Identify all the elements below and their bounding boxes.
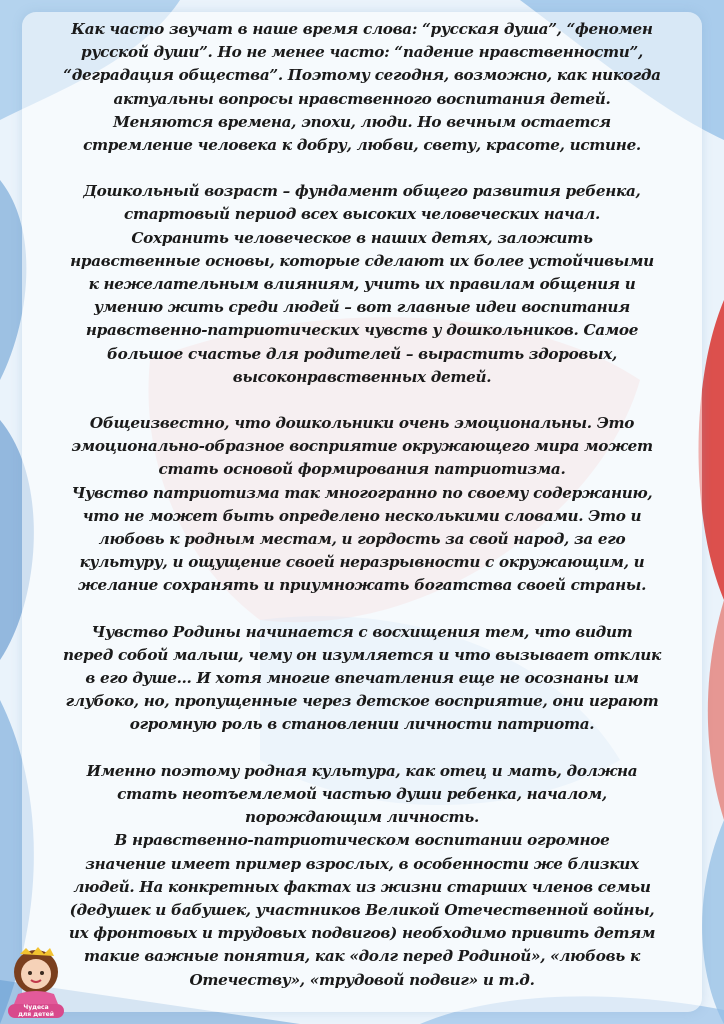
text-line: (дедушек и бабушек, участников Великой Отечественной войны, [69, 900, 655, 919]
text-line: порождающим личность. [245, 808, 479, 827]
text-line: перед собой малыш, чему он изумляется и что вызывает отклик [62, 645, 662, 664]
text-line: Дошкольный возраст – фундамент общего развития ребенка, [83, 182, 641, 201]
text-line: людей. На конкретных фактах из жизни старших членов семьи [73, 877, 651, 896]
logo-label [8, 1004, 64, 1018]
text-line: высоконравственных детей. [232, 367, 492, 386]
text-line: нравственные основы, которые сделают их более устойчивыми [70, 251, 654, 270]
text-line: Отечеству», «трудовой подвиг» и т.д. [189, 970, 535, 989]
text-line: стать основой формирования патриотизма. [158, 460, 566, 479]
logo-label-line: Чудеса [23, 1004, 49, 1011]
text-line: что не может быть определено несколькими словами. Это и [82, 506, 642, 525]
article-text [30, 18, 694, 992]
text-line: Чувство Родины начинается с восхищения тем, что видит [91, 622, 633, 641]
text-line: их фронтовых и трудовых подвигов) необходимо привить детям [68, 924, 656, 943]
text-line: Как часто звучат в наше время слова: “русская душа”, “феномен [71, 20, 653, 38]
text-line: стать неотъемлемой частью души ребенка, началом, [117, 784, 607, 803]
text-line: Общеизвестно, что дошкольники очень эмоциональны. Это [89, 414, 635, 433]
text-line: эмоционально-образное восприятие окружающего мира может [71, 437, 653, 456]
text-line: Меняются времена, эпохи, люди. Но вечным остается [113, 112, 611, 131]
text-line: стремление человека к добру, любви, свету, красоте, истине. [83, 136, 641, 155]
text-line: значение имеет пример взрослых, в особенности же близких [85, 854, 639, 873]
text-line: желание сохранять и приумножать богатства своей страны. [77, 576, 647, 595]
text-line: к нежелательным влияниям, учить их правилам общения и [88, 275, 636, 294]
paragraph-3 [30, 412, 694, 598]
text-line: В нравственно-патриотическом воспитании огромное [114, 831, 610, 850]
text-line: культуру, и ощущение своей неразрывности с окружающим, и [79, 553, 645, 572]
text-line: русской души”. Но не менее часто: “падение нравственности”, [81, 43, 643, 62]
text-line: глубоко, но, пропущенные через детское восприятие, они играют [65, 692, 659, 711]
paragraph-5 [30, 760, 694, 992]
paragraph-2 [30, 180, 694, 389]
paragraph-4 [30, 621, 694, 737]
paragraph-1 [30, 18, 694, 157]
text-line: “деградация общества”. Поэтому сегодня, возможно, как никогда [63, 66, 661, 85]
text-line: умению жить среди людей – вот главные идеи воспитания [94, 298, 630, 317]
text-line: большое счастье для родителей – вырастить здоровых, [107, 344, 617, 363]
text-line: такие важные понятия, как «долг перед Родиной», «любовь к [84, 947, 640, 966]
text-line: Именно поэтому родная культура, как отец и мать, должна [86, 761, 638, 780]
text-line: любовь к родным местам, и гордость за свой народ, за его [98, 530, 626, 549]
text-line: в его душе… И хотя многие впечатления еще не осознаны им [85, 669, 639, 688]
text-line: Сохранить человеческое в наших детях, заложить [131, 228, 593, 247]
text-line: нравственно-патриотических чувств у дошкольников. Самое [85, 321, 639, 340]
text-line: Чувство патриотизма так многогранно по своему содержанию, [71, 483, 653, 502]
logo-label-line: для детей [18, 1011, 54, 1018]
text-line: актуальны вопросы нравственного воспитания детей. [113, 89, 611, 108]
text-line: стартовый период всех высоких человеческих начал. [124, 205, 600, 224]
text-line: огромную роль в становлении личности патриота. [129, 715, 595, 734]
